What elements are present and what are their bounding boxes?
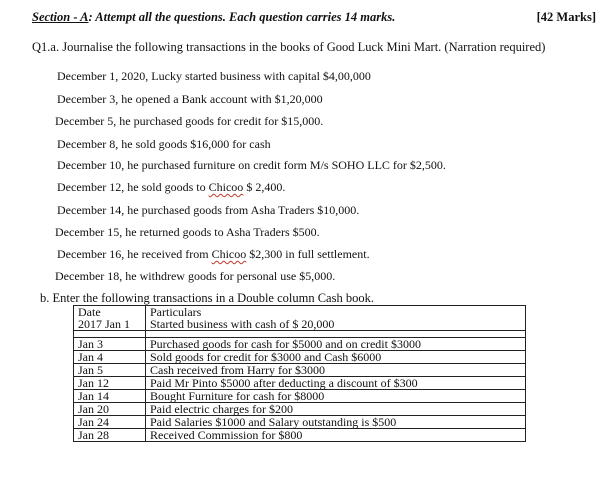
transaction-5: December 10, he purchased furniture on credit form M/s SOHO LLC for $2,500. [57, 158, 446, 172]
row-date: 2017 Jan 1 [74, 318, 146, 331]
row-date: Jan 4 [74, 351, 146, 364]
transaction-9-name: Chicoo [211, 247, 247, 261]
cash-book-table [73, 305, 526, 442]
question-1b-title: b. Enter the following transactions in a Double column Cash book. [40, 291, 374, 305]
transaction-1: December 1, 2020, Lucky started business with capital $4,00,000 [57, 69, 371, 83]
total-marks: [42 Marks] [536, 10, 596, 24]
transaction-6-pre: December 12, he sold goods to [57, 180, 209, 194]
row-particulars: Cash received from Harry for $3000 [146, 364, 526, 377]
row-date: Jan 28 [74, 429, 146, 442]
table-row [74, 403, 526, 416]
row-particulars: Paid electric charges for $200 [146, 403, 526, 416]
transaction-9 [57, 247, 370, 262]
row-date: Jan 20 [74, 403, 146, 416]
table-row [74, 364, 526, 377]
row-particulars: Started business with cash of $ 20,000 [146, 318, 526, 331]
transaction-6-name: Chicoo [208, 180, 244, 194]
table-row [74, 377, 526, 390]
transaction-6-post: $ 2,400. [243, 180, 286, 194]
row-particulars: Sold goods for credit for $3000 and Cash $6000 [146, 351, 526, 364]
row-date: Jan 12 [74, 377, 146, 390]
transaction-9-post: $2,300 in full settlement. [246, 247, 370, 261]
table-row [74, 429, 526, 442]
transaction-4: December 8, he sold goods $16,000 for cash [57, 137, 271, 151]
section-title [32, 10, 395, 25]
section-header [32, 10, 600, 28]
transaction-6 [57, 180, 285, 195]
section-instructions: : Attempt all the questions. Each question carries 14 marks. [88, 10, 396, 24]
transaction-9-pre: December 16, he received from [57, 247, 212, 261]
row-particulars: Purchased goods for cash for $5000 and on credit $3000 [146, 338, 526, 351]
section-label: Section - A [32, 10, 89, 24]
row-date: Jan 3 [74, 338, 146, 351]
transaction-2: December 3, he opened a Bank account with $1,20,000 [57, 92, 323, 106]
question-1a-title: Q1.a. Journalise the following transactions in the books of Good Luck Mini Mart. (Narration required) [32, 40, 546, 54]
transaction-8: December 15, he returned goods to Asha Traders $500. [55, 225, 320, 239]
row-particulars: Paid Mr Pinto $5000 after deducting a discount of $300 [146, 377, 526, 390]
table-row [74, 416, 526, 429]
row-particulars: Received Commission for $800 [146, 429, 526, 442]
row-particulars: Bought Furniture for cash for $8000 [146, 390, 526, 403]
row-date: Jan 14 [74, 390, 146, 403]
row-date: Jan 5 [74, 364, 146, 377]
header-date: Date [74, 306, 146, 319]
table-row [74, 390, 526, 403]
row-date: Jan 24 [74, 416, 146, 429]
table-row [74, 351, 526, 364]
transaction-7: December 14, he purchased goods from Asha Traders $10,000. [57, 203, 360, 217]
header-particulars: Particulars [146, 306, 526, 319]
transaction-10: December 18, he withdrew goods for personal use $5,000. [55, 269, 336, 283]
row-particulars: Paid Salaries $1000 and Salary outstanding is $500 [146, 416, 526, 429]
table-row [74, 338, 526, 351]
transaction-3: December 5, he purchased goods for credit for $15,000. [55, 114, 324, 128]
table-row [74, 318, 526, 331]
